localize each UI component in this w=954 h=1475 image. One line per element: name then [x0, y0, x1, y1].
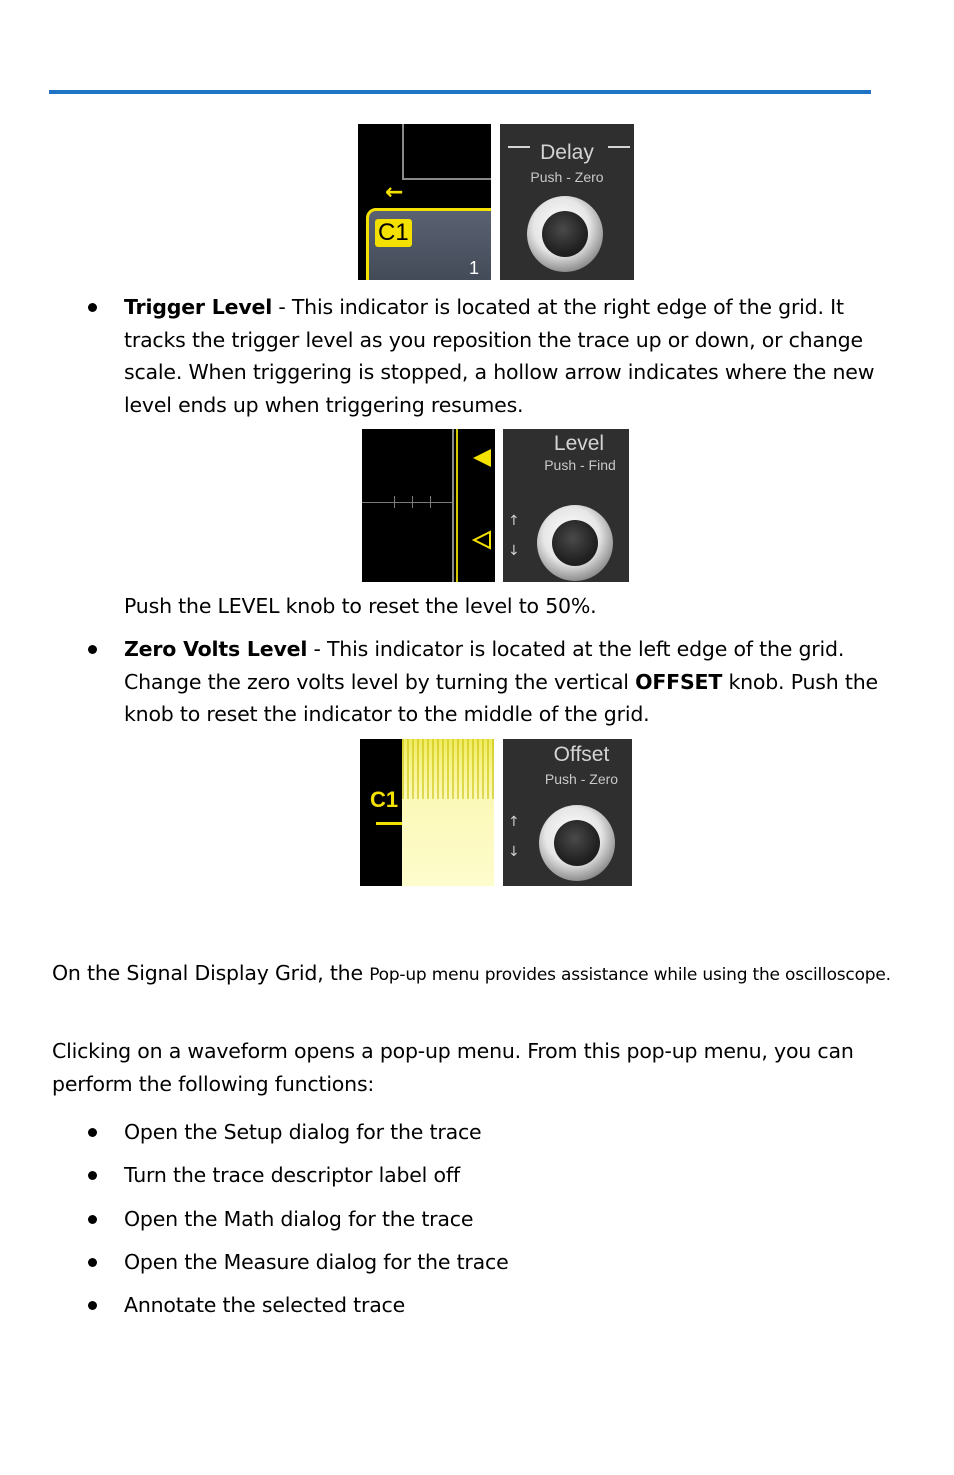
- offset-knob-title: Offset: [553, 743, 610, 766]
- list-item-text: Open the Setup dialog for the trace: [124, 1120, 482, 1144]
- trace-line: [456, 429, 458, 582]
- zero-volts-description: - This indicator is located at the left edge of the grid. Change the zero volts level by turning the vertical: [124, 637, 845, 694]
- offset-figure: [360, 739, 632, 886]
- offset-knob-subtitle: Push - Zero: [544, 771, 619, 787]
- grid-tick: [412, 496, 413, 508]
- grid-line: [402, 178, 491, 180]
- offset-keyword: OFFSET: [635, 669, 723, 694]
- bullet-zero-volts-level: [88, 633, 888, 733]
- level-note: Push the LEVEL knob to reset the level to 50%.: [124, 594, 597, 618]
- term-zero-volts-level: Zero Volts Level: [124, 637, 308, 661]
- zero-volts-description-end: knob. Push the knob to reset the indicator to the middle of the grid.: [124, 669, 878, 726]
- list-item: [88, 1159, 888, 1193]
- list-item: [88, 1246, 888, 1280]
- bullet-trigger-level: [88, 291, 888, 423]
- bullet-text: [124, 291, 884, 421]
- trigger-level-arrow-icon: [471, 448, 493, 468]
- delay-knob-subtitle: Push - Zero: [530, 169, 604, 185]
- level-figure: [362, 429, 629, 582]
- level-knob-subtitle: Push - Find: [544, 457, 616, 473]
- trigger-level-description: - This indicator is located at the right edge of the grid. It tracks the trigger level as you reposition the trace up or down, or change scale. When triggering is stopped, a hollow arrow indicates where the new level ends up when triggering resumes.: [124, 295, 875, 417]
- up-down-arrows-icon: ↑ ↓: [508, 814, 520, 860]
- level-knob[interactable]: [537, 505, 613, 581]
- offset-knob-panel: [503, 739, 632, 886]
- delay-figure: [358, 124, 634, 280]
- offset-grid-panel: [360, 739, 494, 886]
- list-item-text: Turn the trace descriptor label off: [124, 1163, 460, 1187]
- trigger-delay-arrow-icon: ←: [385, 180, 404, 205]
- bullet-dot: [88, 1128, 97, 1137]
- paragraph-popup-functions: Clicking on a waveform opens a pop-up menu. From this pop-up menu, you can perform the following functions:: [52, 1039, 854, 1096]
- grid-edge: [452, 429, 454, 582]
- level-knob-panel: [503, 429, 629, 582]
- bullet-dot: [88, 303, 97, 312]
- bullet-text: [124, 633, 894, 731]
- up-down-arrows-icon: ↑ ↓: [508, 513, 520, 559]
- bullet-dot: [88, 1215, 97, 1224]
- grid-line: [402, 124, 404, 179]
- knob-center: [552, 520, 598, 566]
- delay-knob[interactable]: [527, 196, 603, 272]
- term-trigger-level: Trigger Level: [124, 295, 273, 319]
- bullet-dot: [88, 1171, 97, 1180]
- list-item-text: Annotate the selected trace: [124, 1293, 406, 1317]
- list-item: [88, 1203, 888, 1237]
- level-grid-panel: [362, 429, 495, 582]
- offset-knob[interactable]: [539, 805, 615, 881]
- header-rule: [49, 90, 871, 94]
- grid-axis: [362, 502, 454, 503]
- delay-knob-title: Delay: [540, 141, 594, 164]
- knob-center: [542, 211, 588, 257]
- list-item: [88, 1289, 888, 1323]
- waveform-noise: [402, 739, 494, 799]
- paragraph-popup-intro: [52, 958, 892, 991]
- trigger-level-hollow-arrow-icon: [471, 530, 493, 550]
- grid-tick: [430, 496, 431, 508]
- bullet-dot: [88, 1258, 97, 1267]
- bullet-dot: [88, 1301, 97, 1310]
- level-knob-title: Level: [553, 432, 605, 455]
- knob-center: [554, 820, 600, 866]
- paragraph-lead: On the Signal Display Grid, the: [52, 961, 370, 985]
- channel-badge: C1: [375, 219, 412, 247]
- channel-descriptor: [366, 208, 491, 280]
- bullet-dot: [88, 645, 97, 654]
- list-item-text: Open the Math dialog for the trace: [124, 1207, 474, 1231]
- channel-number: 1: [469, 258, 480, 278]
- list-item: [88, 1116, 888, 1150]
- channel-label: C1: [370, 787, 399, 812]
- delay-knob-panel: [500, 124, 634, 280]
- grid-tick: [394, 496, 395, 508]
- list-item-text: Open the Measure dialog for the trace: [124, 1250, 509, 1274]
- delay-grid-panel: [358, 124, 491, 280]
- paragraph-small: Pop-up menu provides assistance while using the oscilloscope.: [369, 965, 891, 985]
